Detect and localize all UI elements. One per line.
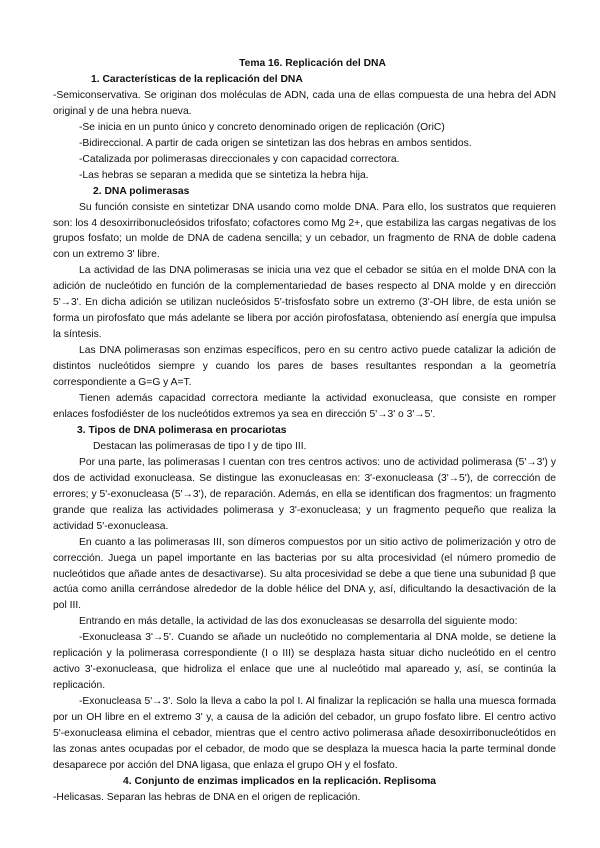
section-3-heading: 3. Tipos de DNA polimerasa en procariotas xyxy=(77,424,287,436)
page-title: Tema 16. Replicación del DNA xyxy=(239,58,386,69)
section-2-paragraph: La actividad de las DNA polimerasas se inicia una vez que el cebador se sitúa en el molde DNA con la adición de nucleótido en función de la complementariedad de bases respecto al DNA molde y en dirección 5'→3'. En dicha adición se utilizan nucleósidos 5'-trisfosfato sobre un extremo (3'-OH libre, de esta unión se forma un pirofosfato que más adelante se libera por acción pirofosfatasa, obteniendo así energía que impulsa la síntesis. xyxy=(53,265,556,341)
section-1-item: -Bidireccional. A partir de cada origen se sintetizan las dos hebras en ambos sentidos. xyxy=(79,137,472,149)
section-3-paragraph: -Exonucleasa 5'→3'. Solo la lleva a cabo la pol I. Al finalizar la replicación se halla una muesca formada por un OH libre en el extremo 3' y, a causa de la adición del cebador, un grupo fosfato libre. El centro activo 5'-exonucleasa elimina el cebador, mientras que el centro activo polimerasa añade desoxirribonucleótidos en las zonas antes ocupadas por el cebador, de modo que se desplaza la muesca hacia la parte terminal donde desaparece por acción del DNA ligasa, que enlaza el grupo OH y el fosfato. xyxy=(53,696,556,771)
section-1-item: -Las hebras se separan a medida que se sintetiza la hebra hija. xyxy=(79,169,369,181)
section-4-heading: 4. Conjunto de enzimas implicados en la replicación. Replisoma xyxy=(123,775,436,787)
section-1-item: -Se inicia en un punto único y concreto denominado origen de replicación (OriC) xyxy=(79,121,445,133)
section-3-paragraph: Entrando en más detalle, la actividad de las dos exonucleasas se desarrolla del siguiente modo: xyxy=(79,616,518,628)
section-2-paragraph: Su función consiste en sintetizar DNA usando como molde DNA. Para ello, los sustratos que requieren son: los 4 desoxirribonucleósidos trifosfato; cofactores como Mg 2+, que estabiliza las cargas negativas de los grupos fosfato; un molde de DNA de cadena sencilla; y un cebador, un fragmento de RNA de doble cadena con un extremo 3' libre. xyxy=(53,201,556,261)
section-1-heading: 1. Características de la replicación del DNA xyxy=(91,73,303,85)
section-4-item: -Helicasas. Separan las hebras de DNA en el origen de replicación. xyxy=(53,791,361,803)
section-3-paragraph: -Exonucleasa 3'→5'. Cuando se añade un nucleótido no complementaria al DNA molde, se detiene la replicación y la polimerasa correspondiente (I o III) se desplaza hasta situar dicho nucleótido en el centro activo 3'-exonucleasa, que hidroliza el enlace que une al nucleótido mal apareado y, así, se continúa la replicación. xyxy=(53,632,556,692)
section-3-paragraph: Por una parte, las polimerasas I cuentan con tres centros activos: uno de actividad polimerasa (5'→3') y dos de actividad exonucleasa. Se distingue las exonucleasas en: 3'-exonucleasa (3'→5'), de corrección de errores; y 5'-exonucleasa (5'→3'), de reparación. Además, en ella se identifican dos fragmentos: un fragmento grande que realiza las actividades polimerasa y 3'-exonucleasa; y un fragmento pequeño que realiza la actividad 5'-exonucleasa. xyxy=(53,456,556,532)
section-1-item: -Semiconservativa. Se originan dos moléculas de ADN, cada una de ellas compuesta de una hebra del ADN original y de una hebra nueva. xyxy=(53,89,556,117)
section-3-paragraph: En cuanto a las polimerasas III, son dímeros compuestos por un sitio activo de polimerización y otro de corrección. Juega un papel importante en las bacterias por su alta procesividad (el número promedio de nucleótidos que añade antes de desactivarse). Su alta procesividad se debe a que tiene una subunidad β que actúa como anilla cerrándose alrededor de la doble hélice del DNA y, así, dificultando la desactivación de la pol III. xyxy=(53,536,556,612)
section-3-intro: Destacan las polimerasas de tipo I y de tipo III. xyxy=(93,440,307,452)
section-2-paragraph: Las DNA polimerasas son enzimas específicos, pero en su centro activo puede catalizar la adición de distintos nucleótidos siempre y cuando los pares de bases resultantes respondan a la geometría correspondiente a G=G y A=T. xyxy=(53,345,556,389)
section-2-paragraph: Tienen además capacidad correctora mediante la actividad exonucleasa, que consiste en romper enlaces fosfodiéster de los nucleótidos extremos ya sea en dirección 5'→3' o 3'→5'. xyxy=(53,393,556,420)
section-1-item: -Catalizada por polimerasas direccionales y con capacidad correctora. xyxy=(79,153,400,165)
section-2-heading: 2. DNA polimerasas xyxy=(93,185,190,197)
